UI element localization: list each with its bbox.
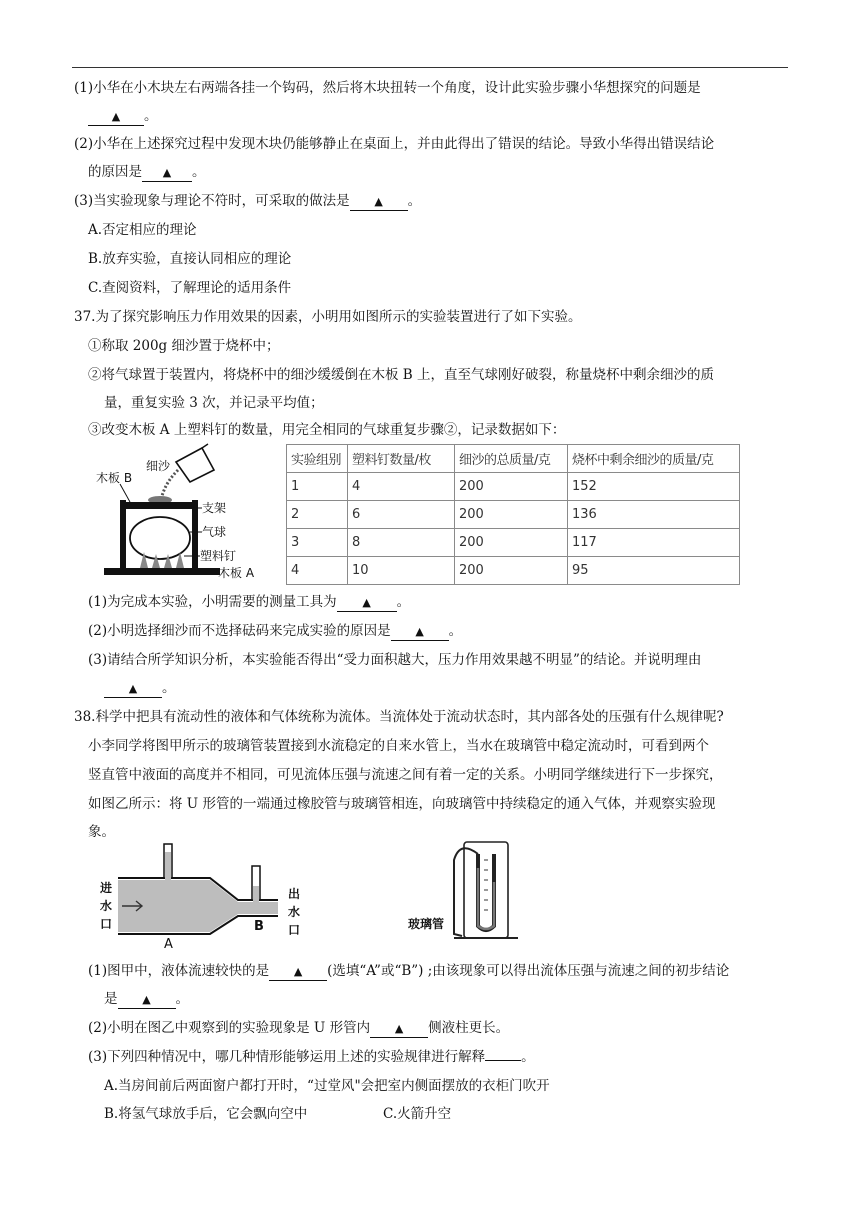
q36-part1-line2: ▲ 。 — [88, 106, 158, 126]
label-outlet-3: 口 — [288, 923, 301, 937]
table-cell: 6 — [348, 501, 455, 529]
q38-part3: (3)下列四种情况中，哪几种情形能够运用上述的实验规律进行解释 。 — [88, 1049, 535, 1065]
q38-part1-line2: 是 ▲ 。 — [104, 991, 189, 1007]
table-cell: 2 — [287, 501, 348, 529]
answer-blank[interactable]: ▲ — [350, 193, 408, 211]
table-header-cell: 细沙的总质量/克 — [455, 445, 568, 473]
label-b: B — [254, 919, 264, 934]
label-a: A — [164, 937, 173, 952]
answer-blank[interactable]: ▲ — [118, 991, 176, 1009]
table-cell: 95 — [568, 557, 740, 585]
table-cell: 4 — [348, 473, 455, 501]
table-cell: 8 — [348, 529, 455, 557]
label-nail: 塑料钉 — [200, 549, 237, 563]
label-inlet-2: 水 — [100, 899, 113, 913]
table-cell: 1 — [287, 473, 348, 501]
label-outlet-1: 出 — [288, 887, 301, 901]
q38-line1: 38.科学中把具有流动性的液体和气体统称为流体。当流体处于流动状态时，其内部各处的压强有什么规律呢? — [74, 709, 724, 725]
table-cell: 152 — [568, 473, 740, 501]
label-balloon: 气球 — [202, 525, 227, 539]
q38-option-b: B.将氢气球放手后，它会飘向空中 — [104, 1106, 308, 1122]
q36-part2-line2: 的原因是 ▲ 。 — [88, 164, 206, 180]
q37-data-table — [286, 444, 740, 585]
label-outlet-2: 水 — [288, 905, 301, 919]
q36-option-b: B.放弃实验，直接认同相应的理论 — [88, 251, 292, 267]
q36-part1-line1: (1)小华在小木块左右两端各挂一个钩码，然后将木块扭转一个角度，设计此实验步骤小华想探究的问题是 — [74, 80, 701, 96]
table-cell: 200 — [455, 529, 568, 557]
table-header-cell: 实验组别 — [287, 445, 348, 473]
u-tube-figure — [408, 838, 528, 950]
q38-part1-line1: (1)图甲中，液体流速较快的是 ▲ (选填“A”或“B”) ;由该现象可以得出流体压强与流速之间的初步结论 — [88, 963, 730, 979]
table-row — [287, 529, 740, 557]
q36-option-a: A.否定相应的理论 — [88, 222, 197, 238]
pressure-apparatus-figure — [90, 440, 270, 585]
q38-option-a: A.当房间前后两面窗户都打开时，“过堂风"会把室内侧面摆放的衣柜门吹开 — [104, 1078, 550, 1094]
table-row — [287, 473, 740, 501]
q38-option-c: C.火箭升空 — [383, 1106, 452, 1122]
q36-option-c: C.查阅资料，了解理论的适用条件 — [88, 280, 292, 296]
q37-part1: (1)为完成本实验，小明需要的测量工具为 ▲ 。 — [88, 594, 411, 610]
answer-blank[interactable]: ▲ — [337, 594, 397, 612]
table-cell: 4 — [287, 557, 348, 585]
answer-blank[interactable]: ▲ — [142, 164, 192, 182]
venturi-tube-figure — [98, 840, 318, 952]
answer-blank[interactable]: ▲ — [391, 623, 449, 641]
answer-blank[interactable]: ▲ — [269, 963, 327, 981]
q37-step1: ①称取 200g 细沙置于烧杯中； — [88, 338, 280, 354]
table-header-cell: 烧杯中剩余细沙的质量/克 — [568, 445, 740, 473]
q37-part2: (2)小明选择细沙而不选择砝码来完成实验的原因是 ▲ 。 — [88, 623, 463, 639]
q37-part3-line2: ▲ 。 — [104, 678, 176, 698]
q37-step2-line2: 量，重复实验 3 次，并记录平均值； — [104, 395, 324, 411]
q38-line3: 竖直管中液面的高度并不相同，可见流体压强与流速之间有着一定的关系。小明同学继续进行下一步探究， — [88, 767, 723, 783]
label-board-b: 木板 B — [96, 471, 133, 485]
q37-part3-line1: (3)请结合所学知识分析，本实验能否得出“受力面积越大，压力作用效果越不明显”的结论。并说明理由 — [88, 652, 702, 668]
q36-part3: (3)当实验现象与理论不符时，可采取的做法是 ▲ 。 — [74, 193, 422, 209]
label-board-a: 木板 A — [218, 566, 255, 580]
table-cell: 200 — [455, 557, 568, 585]
q36-part2-line1: (2)小华在上述探究过程中发现木块仍能够静止在桌面上，并由此得出了错误的结论。导致小华得出错误结论 — [74, 136, 715, 152]
label-stand: 支架 — [202, 501, 227, 515]
q37-step3: ③改变木板 A 上塑料钉的数量，用完全相同的气球重复步骤②，记录数据如下： — [88, 422, 566, 438]
q38-line4: 如图乙所示：将 U 形管的一端通过橡胶管与玻璃管相连，向玻璃管中持续稳定的通入气体，并观察实验现 — [88, 796, 716, 812]
label-inlet-1: 进 — [100, 881, 113, 895]
top-rule — [72, 67, 788, 68]
table-cell: 200 — [455, 473, 568, 501]
answer-blank[interactable] — [485, 1060, 521, 1061]
table-header-row — [287, 445, 740, 473]
label-sand: 细沙 — [146, 459, 171, 473]
label-inlet-3: 口 — [100, 917, 113, 931]
label-glass-tube: 玻璃管 — [408, 917, 445, 931]
table-cell: 3 — [287, 529, 348, 557]
q38-line2: 小李同学将图甲所示的玻璃管装置接到水流稳定的自来水管上，当水在玻璃管中稳定流动时，可看到两个 — [88, 738, 709, 754]
q38-line5: 象。 — [88, 824, 115, 840]
q37-step2-line1: ②将气球置于装置内，将烧杯中的细沙缓缓倒在木板 B 上，直至气球刚好破裂，称量烧杯中剩余细沙的质 — [88, 367, 715, 383]
answer-blank[interactable]: ▲ — [370, 1020, 428, 1038]
table-row — [287, 557, 740, 585]
q37-intro: 37.为了探究影响压力作用效果的因素，小明用如图所示的实验装置进行了如下实验。 — [74, 309, 582, 325]
table-cell: 117 — [568, 529, 740, 557]
answer-blank[interactable]: ▲ — [88, 108, 144, 126]
answer-blank[interactable]: ▲ — [104, 680, 162, 698]
table-row — [287, 501, 740, 529]
q38-part2: (2)小明在图乙中观察到的实验现象是 U 形管内 ▲ 侧液柱更长。 — [88, 1020, 510, 1036]
table-header-cell: 塑料钉数量/枚 — [348, 445, 455, 473]
table-cell: 10 — [348, 557, 455, 585]
table-cell: 136 — [568, 501, 740, 529]
table-cell: 200 — [455, 501, 568, 529]
